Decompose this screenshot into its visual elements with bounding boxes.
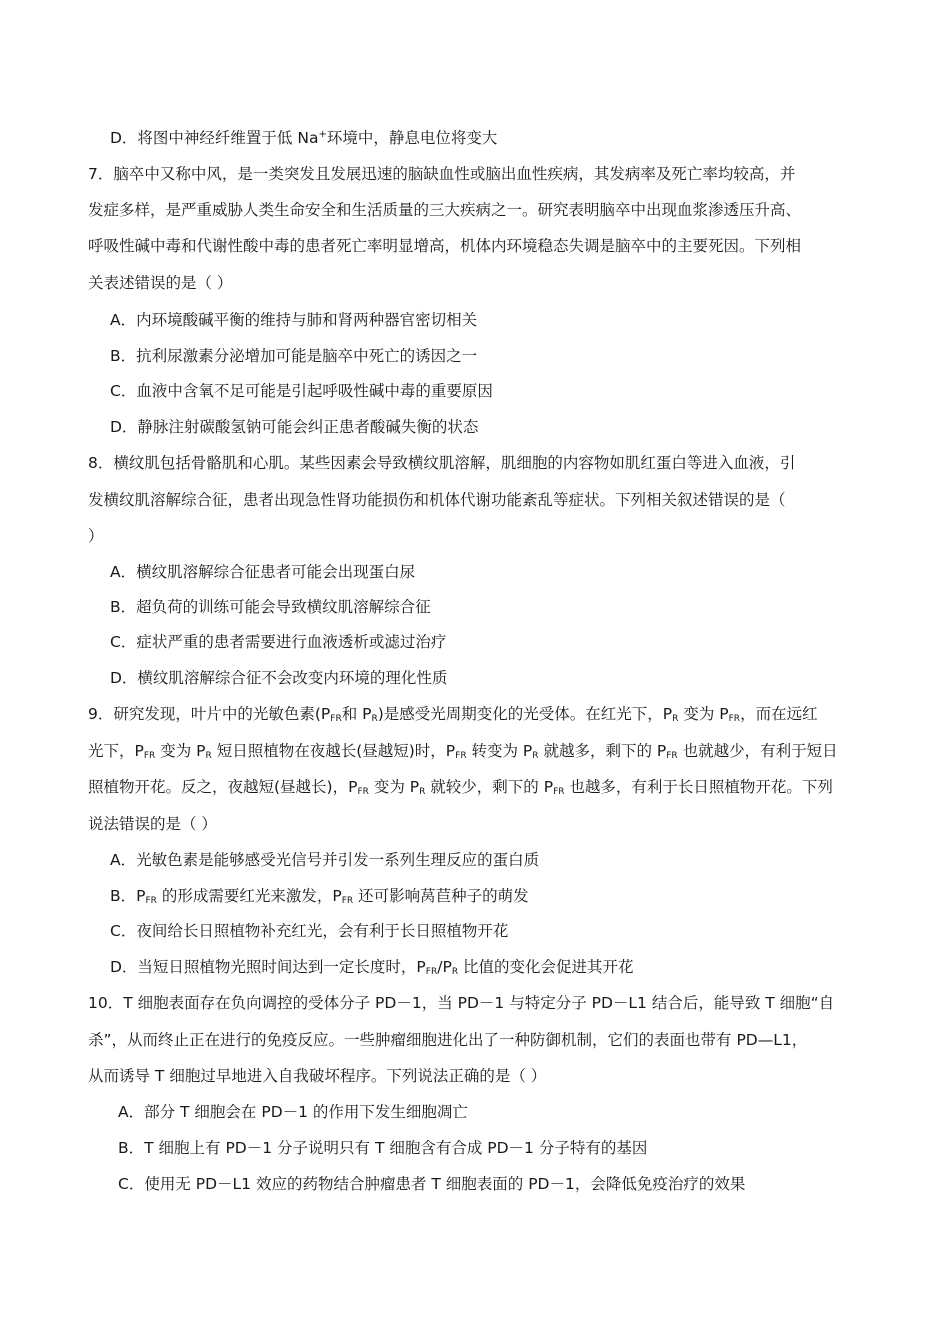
q8-option-a: A．横纹肌溶解综合征患者可能会出现蛋白尿	[110, 563, 416, 581]
q7-option-c: C．血液中含氧不足可能是引起呼吸性碱中毒的重要原因	[110, 382, 493, 400]
q8-stem-line-2: 发横纹肌溶解综合征，患者出现急性肾功能损伤和机体代谢功能紊乱等症状。下列相关叙述错误的是（	[88, 491, 786, 509]
q9-option-c: C．夜间给长日照植物补充红光，会有利于长日照植物开花	[110, 922, 509, 940]
q7-option-d: D．静脉注射碳酸氢钠可能会纠正患者酸碱失衡的状态	[110, 418, 479, 436]
q10-option-a: A．部分 T 细胞会在 PD－1 的作用下发生细胞凋亡	[118, 1103, 468, 1121]
q8-stem-line-1: 8．横纹肌包括骨骼肌和心肌。某些因素会导致横纹肌溶解，肌细胞的内容物如肌红蛋白等进入血液，引	[88, 454, 796, 472]
q8-stem-line-3: ）	[88, 527, 104, 545]
q8-option-b: B．超负荷的训练可能会导致横纹肌溶解综合征	[110, 598, 431, 616]
q6-option-d: D．将图中神经纤维置于低 Na+环境中，静息电位将变大	[110, 129, 498, 147]
q9-stem-line-4: 说法错误的是（ ）	[88, 815, 217, 833]
q10-stem-line-1: 10．T 细胞表面存在负向调控的受体分子 PD－1，当 PD－1 与特定分子 PD－L1 结合后，能导致 T 细胞“自	[88, 994, 835, 1012]
q8-option-c: C．症状严重的患者需要进行血液透析或滤过治疗	[110, 633, 447, 651]
q7-option-a: A．内环境酸碱平衡的维持与肺和肾两种器官密切相关	[110, 311, 478, 329]
q7-stem-line-3: 呼吸性碱中毒和代谢性酸中毒的患者死亡率明显增高，机体内环境稳态失调是脑卒中的主要死因。下列相	[88, 237, 802, 255]
q7-option-b: B．抗利尿激素分泌增加可能是脑卒中死亡的诱因之一	[110, 347, 478, 365]
q9-option-a: A．光敏色素是能够感受光信号并引发一系列生理反应的蛋白质	[110, 851, 540, 869]
q10-stem-line-3: 从而诱导 T 细胞过早地进入自我破坏程序。下列说法正确的是（ ）	[88, 1067, 547, 1085]
q7-stem-line-4: 关表述错误的是（ ）	[88, 274, 233, 292]
q7-stem-line-1: 7．脑卒中又称中风，是一类突发且发展迅速的脑缺血性或脑出血性疾病，其发病率及死亡率均较高，并	[88, 165, 796, 183]
q7-stem-line-2: 发症多样，是严重威胁人类生命安全和生活质量的三大疾病之一。研究表明脑卒中出现血浆渗透压升高、	[88, 201, 802, 219]
q8-option-d: D．横纹肌溶解综合征不会改变内环境的理化性质	[110, 669, 448, 687]
q9-stem-line-2: 光下，$P_{FR}$ 变为 $P_R$ 短日照植物在夜越长(昼越短)时，$P_{FR}$ 转变为 $P_R$ 就越多，剩下的 $P_{FR}$ 也就越少，有利于短日	[88, 742, 838, 761]
q10-option-b: B．T 细胞上有 PD－1 分子说明只有 T 细胞含有合成 PD－1 分子特有的基因	[118, 1139, 648, 1157]
q9-stem-line-3: 照植物开花。反之，夜越短(昼越长)，$P_{FR}$ 变为 $P_R$ 就较少，剩下的 $P_{FR}$ 也越多，有利于长日照植物开花。下列	[88, 778, 833, 797]
q9-option-b: B．$P_{FR}$ 的形成需要红光来激发，$P_{FR}$ 还可影响莴苣种子的萌发	[110, 887, 529, 906]
q10-stem-line-2: 杀”，从而终止正在进行的免疫反应。一些肿瘤细胞进化出了一种防御机制，它们的表面也带有 PD—L1，	[88, 1031, 808, 1049]
q9-option-d: D．当短日照植物光照时间达到一定长度时，$P_{FR}/P_R$ 比值的变化会促进其开花	[110, 958, 634, 977]
q9-stem-line-1: 9．研究发现，叶片中的光敏色素($P_{FR}$和 $P_R$)是感受光周期变化的光受体。在红光下，$P_R$ 变为 $P_{FR}$，而在远红	[88, 705, 818, 724]
q10-option-c: C．使用无 PD－L1 效应的药物结合肿瘤患者 T 细胞表面的 PD－1，会降低免疫治疗的效果	[118, 1175, 746, 1193]
